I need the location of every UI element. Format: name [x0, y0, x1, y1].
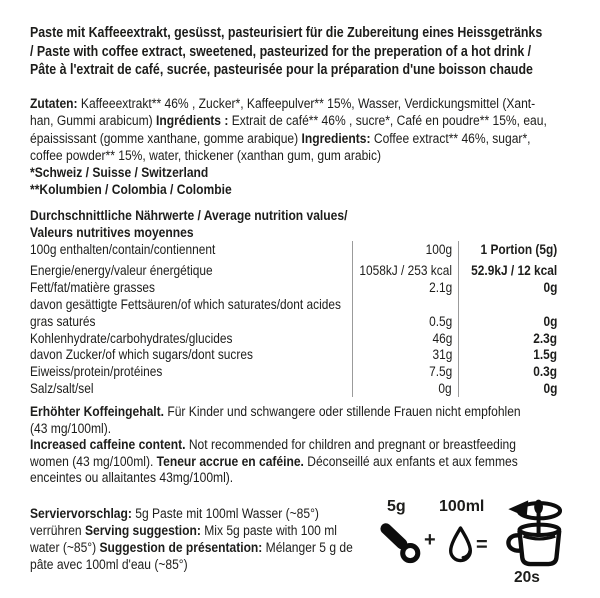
nutrition-row-fat-label: Fett/fat/matière grasses	[30, 278, 156, 295]
nutrition-row-carbohydrates-per100: 46g	[352, 330, 458, 347]
nutrition-row-carbohydrates-portion: 2.3g	[458, 330, 570, 347]
nutrition-row-protein-portion: 0.3g	[458, 363, 570, 380]
spoon-icon	[379, 522, 423, 564]
plus-sign: +	[424, 529, 436, 551]
nutrition-row-energy-label: Energie/energy/valeur énergétique	[30, 261, 213, 278]
nutrition-heading: Durchschnittliche Nährwerte / Average nutrition values/ Valeurs nutritives moyennes	[30, 208, 348, 241]
nutrition-row-carbohydrates-label: Kohlenhydrate/carbohydrates/glucides	[30, 329, 233, 346]
nutrition-row-saturates-portion: 0g	[458, 296, 570, 330]
nutrition-row-fat-per100: 2.1g	[352, 279, 458, 296]
stir-cup-icon	[493, 498, 573, 568]
caffeine-notice: Erhöhter Koffeingehalt. Für Kinder und schwangere oder stillende Frauen nicht empfohlen (43 mg/100ml). Increased caffeine content. Not recommended for children and pregnant or breastfeeding women (43 mg/100ml). Teneur accrue en caféine. Déconseillé aux enfants et aux femmes enceintes ou allaitantes 43mg/100ml).	[30, 404, 521, 487]
nutrition-header-label-text: 100g enthalten/contain/contiennent	[30, 241, 216, 257]
serving-suggestion-text: Serviervorschlag: 5g Paste mit 100ml Wasser (~85°) verrühren Serving suggestion: Mix 5g paste with 100 ml water (~85°) Suggestion de présentation: Mélanger 5 g de pâte avec 100ml d'eau (~85°)	[30, 506, 353, 573]
water-amount-label: 100ml	[439, 498, 485, 515]
stir-time-label: 20s	[514, 569, 540, 586]
nutrition-row-fat-portion: 0g	[458, 279, 570, 296]
nutrition-header-portion	[458, 241, 570, 262]
nutrition-row-energy-per100: 1058kJ / 253 kcal	[352, 262, 458, 279]
nutrition-header-per100	[352, 241, 458, 262]
preparation-icons	[378, 497, 598, 597]
nutrition-row-salt-label: Salz/salt/sel	[30, 380, 94, 397]
nutrition-header-portion-text: 1 Portion (5g)	[480, 241, 557, 257]
nutrition-header-per100-text: 100g	[425, 241, 452, 257]
nutrition-row-salt-portion: 0g	[458, 380, 570, 397]
nutrition-row-salt-per100: 0g	[352, 380, 458, 397]
nutrition-row-protein-per100: 7.5g	[352, 363, 458, 380]
nutrition-row-sugars-label: davon Zucker/of which sugars/dont sucres	[30, 346, 253, 363]
nutrition-table	[30, 241, 570, 397]
product-title: Paste mit Kaffeeextrakt, gesüsst, pasteurisiert für die Zubereitung eines Heissgetränks / Paste with coffee extract, sweetened, pasteurized for the preperation of a hot drink / Pâte à l'extrait de café, sucrée, pasteurisée pour la préparation d'une boisson chaude	[30, 25, 543, 78]
water-drop-icon	[447, 525, 474, 563]
spoon-amount-label: 5g	[387, 498, 406, 515]
nutrition-row-protein-label: Eiweiss/protein/protéines	[30, 363, 163, 380]
nutrition-row-energy-portion: 52.9kJ / 12 kcal	[458, 262, 570, 279]
equals-sign: =	[476, 534, 488, 556]
ingredients-text: Zutaten: Kaffeeextrakt** 46% , Zucker*, Kaffeepulver** 15%, Wasser, Verdickungsmittel (Xant- han, Gummi arabicum) Ingrédients : Extrait de café** 46% , sucre*, Café en poudre** 15%, eau, épaississant (gomme xanthane, gomme arabique) Ingredients: Coffee extract** 46%, sugar*, coffee powder** 15%, water, thickener (xanthan gum, gum arabic) *Schweiz / Suisse / Switzerland **Kolumbien / Colombia / Colombie	[30, 96, 547, 199]
nutrition-row-saturates-per100: 0.5g	[352, 296, 458, 330]
nutrition-row-saturates-label: davon gesättigte Fettsäuren/of which saturates/dont acides gras saturés	[30, 295, 341, 329]
nutrition-header-label	[30, 241, 352, 262]
nutrition-row-sugars-per100: 31g	[352, 346, 458, 363]
nutrition-row-sugars-portion: 1.5g	[458, 346, 570, 363]
